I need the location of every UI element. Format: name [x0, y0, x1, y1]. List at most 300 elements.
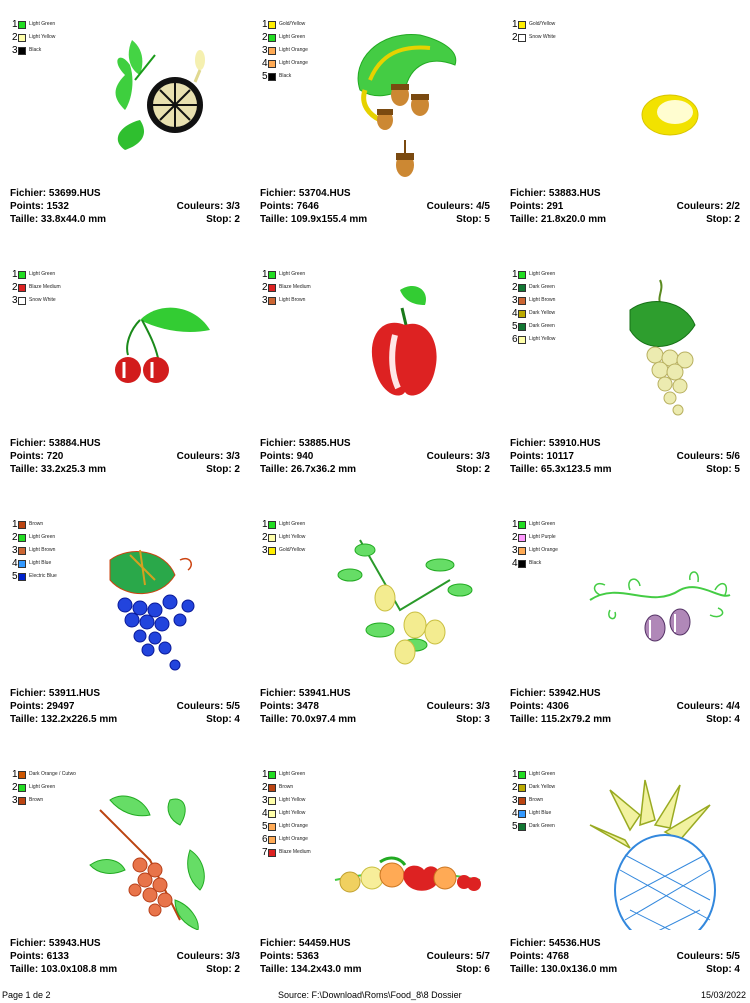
color-name: Light Green	[279, 771, 306, 777]
color-number: 2	[262, 782, 268, 793]
design-card	[500, 500, 750, 750]
color-name: Light Green	[29, 271, 56, 277]
color-swatch	[18, 547, 26, 555]
color-entry	[512, 768, 555, 781]
color-swatch	[518, 310, 526, 318]
stop-count: Stop: 3	[456, 714, 490, 725]
color-name: Blaze Medium	[279, 849, 311, 855]
stitch-points: Points: 4768	[510, 951, 569, 962]
stop-count: Stop: 2	[206, 464, 240, 475]
color-number: 4	[512, 308, 518, 319]
color-swatch	[268, 797, 276, 805]
color-entry	[262, 294, 311, 307]
color-count: Couleurs: 4/5	[426, 201, 490, 212]
file-name: Fichier: 53883.HUS	[510, 188, 601, 199]
color-swatch	[268, 21, 276, 29]
stitch-points: Points: 1532	[10, 201, 69, 212]
color-name: Light Orange	[279, 60, 308, 66]
color-number: 5	[512, 821, 518, 832]
color-number: 1	[12, 269, 18, 280]
color-number: 3	[262, 545, 268, 556]
color-swatch	[18, 271, 26, 279]
color-name: Brown	[29, 521, 44, 527]
design-size: Taille: 132.2x226.5 mm	[10, 714, 118, 725]
color-entry	[512, 557, 558, 570]
color-name: Light Orange	[279, 47, 308, 53]
color-entry	[512, 531, 558, 544]
color-count: Couleurs: 3/3	[426, 451, 490, 462]
color-count: Couleurs: 2/2	[676, 201, 740, 212]
color-entry	[512, 544, 558, 557]
color-swatch	[518, 336, 526, 344]
color-entry	[512, 268, 555, 281]
color-entry	[262, 768, 311, 781]
design-size: Taille: 70.0x97.4 mm	[260, 714, 356, 725]
stitch-points: Points: 7646	[260, 201, 319, 212]
color-swatch	[518, 323, 526, 331]
color-swatch	[268, 823, 276, 831]
color-number: 3	[512, 295, 518, 306]
color-entry	[12, 781, 76, 794]
color-number: 1	[262, 769, 268, 780]
stitch-points: Points: 29497	[10, 701, 75, 712]
color-entry	[262, 544, 305, 557]
color-name: Dark Yellow	[529, 310, 556, 316]
color-entry	[262, 833, 311, 846]
color-swatch	[268, 547, 276, 555]
color-name: Gold/Yellow	[279, 547, 306, 553]
lemon-branch-icon	[320, 520, 490, 680]
color-entry	[512, 518, 558, 531]
color-entry	[12, 531, 57, 544]
color-number: 2	[12, 32, 18, 43]
color-swatch	[18, 771, 26, 779]
color-name: Gold/Yellow	[529, 21, 556, 27]
design-card	[250, 500, 500, 750]
color-palette	[12, 18, 55, 57]
color-count: Couleurs: 5/6	[676, 451, 740, 462]
stitch-points: Points: 291	[510, 201, 564, 212]
color-number: 5	[262, 821, 268, 832]
color-swatch	[18, 560, 26, 568]
color-swatch	[18, 21, 26, 29]
design-info	[10, 687, 240, 726]
color-name: Light Green	[29, 784, 56, 790]
color-palette	[512, 268, 555, 346]
color-name: Blaze Medium	[29, 284, 61, 290]
color-number: 3	[12, 795, 18, 806]
color-swatch	[518, 534, 526, 542]
color-name: Light Yellow	[29, 34, 56, 40]
fruit-border-icon	[320, 770, 490, 930]
color-swatch	[518, 284, 526, 292]
color-number: 2	[512, 782, 518, 793]
color-swatch	[518, 34, 526, 42]
design-info	[510, 437, 740, 476]
color-swatch	[518, 810, 526, 818]
color-entry	[512, 307, 555, 320]
color-count: Couleurs: 3/3	[426, 701, 490, 712]
design-info	[10, 187, 240, 226]
color-palette	[262, 18, 308, 83]
file-name: Fichier: 54536.HUS	[510, 938, 601, 949]
lemon-icon	[570, 20, 740, 180]
color-entry	[12, 44, 55, 57]
color-count: Couleurs: 5/7	[426, 951, 490, 962]
color-entry	[12, 18, 55, 31]
color-name: Light Blue	[529, 810, 552, 816]
color-count: Couleurs: 4/4	[676, 701, 740, 712]
color-number: 4	[262, 808, 268, 819]
color-number: 1	[262, 269, 268, 280]
stop-count: Stop: 4	[206, 714, 240, 725]
color-number: 2	[262, 532, 268, 543]
color-name: Brown	[29, 797, 44, 803]
color-entry	[512, 807, 555, 820]
design-size: Taille: 115.2x79.2 mm	[510, 714, 611, 725]
color-entry	[262, 846, 311, 859]
color-swatch	[268, 836, 276, 844]
design-card	[500, 750, 750, 1000]
color-entry	[12, 557, 57, 570]
color-name: Brown	[529, 797, 544, 803]
color-entry	[262, 820, 311, 833]
color-name: Light Brown	[529, 297, 556, 303]
file-name: Fichier: 53911.HUS	[10, 688, 101, 699]
design-size: Taille: 33.8x44.0 mm	[10, 214, 106, 225]
stitch-points: Points: 6133	[10, 951, 69, 962]
color-name: Black	[279, 73, 292, 79]
color-number: 4	[262, 58, 268, 69]
color-swatch	[518, 21, 526, 29]
design-info	[510, 937, 740, 976]
file-name: Fichier: 53699.HUS	[10, 188, 101, 199]
stitch-points: Points: 940	[260, 451, 314, 462]
color-name: Light Orange	[279, 836, 308, 842]
color-entry	[12, 281, 61, 294]
color-swatch	[268, 73, 276, 81]
color-name: Light Green	[279, 521, 306, 527]
color-entry	[262, 807, 311, 820]
color-number: 2	[12, 782, 18, 793]
color-swatch	[268, 47, 276, 55]
color-name: Light Green	[29, 534, 56, 540]
design-size: Taille: 26.7x36.2 mm	[260, 464, 356, 475]
color-name: Snow White	[29, 297, 56, 303]
color-palette	[512, 18, 556, 44]
color-palette	[12, 768, 76, 807]
color-name: Light Brown	[279, 297, 306, 303]
color-name: Light Orange	[529, 547, 558, 553]
design-info	[510, 187, 740, 226]
blue-grapes-icon	[70, 520, 240, 680]
color-name: Dark Orange / Cutwo	[29, 771, 76, 777]
color-palette	[12, 518, 57, 583]
design-size: Taille: 21.8x20.0 mm	[510, 214, 606, 225]
color-number: 4	[512, 558, 518, 569]
color-number: 5	[512, 321, 518, 332]
design-card	[0, 500, 250, 750]
stop-count: Stop: 2	[706, 214, 740, 225]
design-card	[250, 0, 500, 250]
color-number: 2	[262, 282, 268, 293]
color-name: Light Orange	[279, 823, 308, 829]
design-card	[250, 750, 500, 1000]
color-swatch	[518, 271, 526, 279]
color-number: 3	[512, 795, 518, 806]
color-entry	[262, 531, 305, 544]
color-name: Light Yellow	[279, 810, 306, 816]
color-number: 1	[12, 519, 18, 530]
color-name: Electric Blue	[29, 573, 57, 579]
stop-count: Stop: 6	[456, 964, 490, 975]
color-entry	[12, 768, 76, 781]
design-size: Taille: 103.0x108.8 mm	[10, 964, 118, 975]
color-name: Light Yellow	[279, 797, 306, 803]
stop-count: Stop: 4	[706, 964, 740, 975]
color-number: 2	[12, 282, 18, 293]
color-swatch	[518, 823, 526, 831]
color-swatch	[18, 797, 26, 805]
design-size: Taille: 109.9x155.4 mm	[260, 214, 368, 225]
color-entry	[512, 333, 555, 346]
color-swatch	[18, 573, 26, 581]
color-number: 1	[512, 19, 518, 30]
color-entry	[262, 268, 311, 281]
color-entry	[262, 70, 308, 83]
color-entry	[262, 31, 308, 44]
color-name: Dark Green	[529, 284, 555, 290]
color-number: 6	[262, 834, 268, 845]
color-swatch	[268, 60, 276, 68]
color-number: 7	[262, 847, 268, 858]
color-number: 1	[12, 19, 18, 30]
color-number: 2	[512, 532, 518, 543]
color-entry	[12, 544, 57, 557]
source-path: Source: F:\Download\Roms\Food_8\8 Dossier	[278, 990, 462, 1000]
page-number: Page 1 de 2	[2, 990, 51, 1000]
color-swatch	[268, 534, 276, 542]
stop-count: Stop: 2	[456, 464, 490, 475]
color-swatch	[268, 810, 276, 818]
color-number: 2	[12, 532, 18, 543]
color-name: Light Yellow	[529, 336, 556, 342]
page-footer	[0, 990, 750, 1003]
color-number: 3	[12, 545, 18, 556]
color-swatch	[518, 547, 526, 555]
design-card	[0, 0, 250, 250]
color-swatch	[518, 560, 526, 568]
color-name: Snow White	[529, 34, 556, 40]
stop-count: Stop: 4	[706, 714, 740, 725]
color-palette	[12, 268, 61, 307]
color-palette	[262, 518, 305, 557]
stitch-points: Points: 4306	[510, 701, 569, 712]
color-entry	[12, 268, 61, 281]
color-number: 4	[512, 808, 518, 819]
design-size: Taille: 65.3x123.5 mm	[510, 464, 612, 475]
color-palette	[262, 268, 311, 307]
color-number: 3	[262, 45, 268, 56]
cherries-icon	[70, 270, 240, 430]
stitch-points: Points: 10117	[510, 451, 574, 462]
color-name: Light Green	[529, 271, 556, 277]
design-card	[0, 250, 250, 500]
color-number: 3	[12, 45, 18, 56]
color-swatch	[18, 297, 26, 305]
color-entry	[262, 281, 311, 294]
color-number: 3	[262, 295, 268, 306]
color-number: 1	[512, 519, 518, 530]
color-name: Black	[29, 47, 42, 53]
color-entry	[512, 294, 555, 307]
lychee-branch-icon	[70, 770, 240, 930]
file-name: Fichier: 53941.HUS	[260, 688, 351, 699]
color-entry	[512, 320, 555, 333]
color-swatch	[518, 771, 526, 779]
color-swatch	[518, 297, 526, 305]
color-number: 1	[262, 519, 268, 530]
color-name: Light Yellow	[279, 534, 306, 540]
color-palette	[262, 768, 311, 859]
color-name: Light Green	[529, 771, 556, 777]
color-number: 1	[512, 769, 518, 780]
color-swatch	[18, 784, 26, 792]
color-name: Light Green	[529, 521, 556, 527]
stitch-points: Points: 5363	[260, 951, 319, 962]
color-name: Light Green	[29, 21, 56, 27]
color-swatch	[268, 771, 276, 779]
design-size: Taille: 134.2x43.0 mm	[260, 964, 362, 975]
color-name: Dark Green	[529, 323, 555, 329]
color-number: 4	[12, 558, 18, 569]
color-number: 2	[512, 282, 518, 293]
file-name: Fichier: 53910.HUS	[510, 438, 601, 449]
stop-count: Stop: 5	[456, 214, 490, 225]
print-date: 15/03/2022	[700, 990, 746, 1000]
color-swatch	[518, 784, 526, 792]
color-count: Couleurs: 5/5	[676, 951, 740, 962]
file-name: Fichier: 53942.HUS	[510, 688, 601, 699]
design-card	[500, 0, 750, 250]
design-card	[250, 250, 500, 500]
color-swatch	[18, 47, 26, 55]
stop-count: Stop: 5	[706, 464, 740, 475]
color-entry	[512, 794, 555, 807]
design-size: Taille: 130.0x136.0 mm	[510, 964, 618, 975]
oak-leaf-acorns-icon	[320, 20, 490, 180]
color-number: 1	[12, 769, 18, 780]
color-entry	[12, 518, 57, 531]
design-info	[10, 437, 240, 476]
color-swatch	[18, 284, 26, 292]
color-swatch	[268, 521, 276, 529]
file-name: Fichier: 53943.HUS	[10, 938, 101, 949]
color-count: Couleurs: 3/3	[176, 951, 240, 962]
color-entry	[512, 281, 555, 294]
color-number: 1	[512, 269, 518, 280]
color-palette	[512, 768, 555, 833]
color-entry	[12, 570, 57, 583]
plums-vine-icon	[570, 520, 740, 680]
color-name: Dark Yellow	[529, 784, 556, 790]
color-name: Dark Green	[529, 823, 555, 829]
color-swatch	[268, 284, 276, 292]
color-name: Gold/Yellow	[279, 21, 306, 27]
pineapple-icon	[570, 770, 740, 930]
design-card	[0, 750, 250, 1000]
color-swatch	[268, 271, 276, 279]
design-info	[10, 937, 240, 976]
color-entry	[512, 31, 556, 44]
color-entry	[262, 518, 305, 531]
color-number: 3	[512, 545, 518, 556]
color-swatch	[268, 849, 276, 857]
color-name: Black	[529, 560, 542, 566]
color-number: 1	[262, 19, 268, 30]
stop-count: Stop: 2	[206, 214, 240, 225]
color-name: Light Green	[279, 34, 306, 40]
color-swatch	[18, 521, 26, 529]
color-entry	[12, 31, 55, 44]
color-number: 5	[262, 71, 268, 82]
lemon-slice-leaves-icon	[70, 20, 240, 180]
stitch-points: Points: 3478	[260, 701, 319, 712]
grapes-leaf-icon	[570, 270, 740, 430]
color-entry	[12, 294, 61, 307]
color-number: 2	[262, 32, 268, 43]
color-name: Light Purple	[529, 534, 556, 540]
stop-count: Stop: 2	[206, 964, 240, 975]
stitch-points: Points: 720	[10, 451, 64, 462]
design-info	[260, 937, 490, 976]
color-swatch	[268, 297, 276, 305]
file-name: Fichier: 53885.HUS	[260, 438, 351, 449]
color-palette	[512, 518, 558, 570]
design-info	[260, 687, 490, 726]
color-count: Couleurs: 3/3	[176, 451, 240, 462]
design-info	[260, 187, 490, 226]
color-number: 3	[12, 295, 18, 306]
color-name: Light Green	[279, 271, 306, 277]
color-entry	[512, 781, 555, 794]
color-number: 3	[262, 795, 268, 806]
design-card	[500, 250, 750, 500]
color-entry	[262, 57, 308, 70]
apple-icon	[320, 270, 490, 430]
color-entry	[262, 44, 308, 57]
file-name: Fichier: 53884.HUS	[10, 438, 101, 449]
color-swatch	[18, 34, 26, 42]
color-swatch	[268, 784, 276, 792]
color-swatch	[518, 521, 526, 529]
color-swatch	[18, 534, 26, 542]
color-count: Couleurs: 3/3	[176, 201, 240, 212]
color-entry	[262, 18, 308, 31]
design-info	[510, 687, 740, 726]
color-name: Light Brown	[29, 547, 56, 553]
file-name: Fichier: 53704.HUS	[260, 188, 351, 199]
color-entry	[12, 794, 76, 807]
color-name: Brown	[279, 784, 294, 790]
design-info	[260, 437, 490, 476]
design-size: Taille: 33.2x25.3 mm	[10, 464, 106, 475]
color-number: 6	[512, 334, 518, 345]
color-entry	[512, 820, 555, 833]
color-number: 5	[12, 571, 18, 582]
color-swatch	[518, 797, 526, 805]
color-swatch	[268, 34, 276, 42]
